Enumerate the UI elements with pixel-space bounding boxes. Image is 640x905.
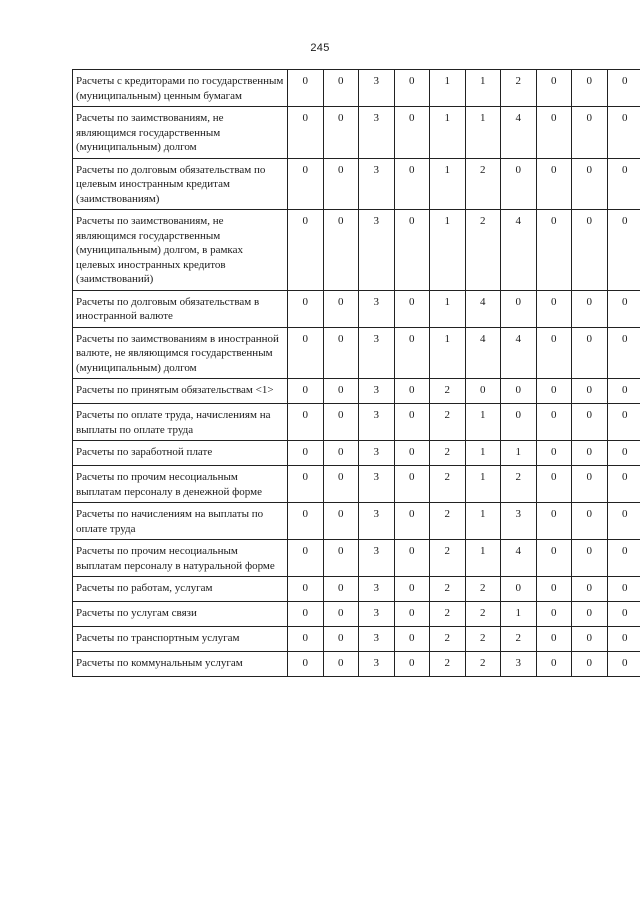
table-row <box>73 577 640 602</box>
code-digit-cell: 2 <box>430 577 466 602</box>
code-digit-cell: 2 <box>430 602 466 627</box>
code-digit-cell: 0 <box>288 327 324 379</box>
code-digit-cell: 0 <box>288 379 324 404</box>
code-digit-cell: 2 <box>430 503 466 540</box>
code-digit-cell: 0 <box>501 379 537 404</box>
code-digit-cell: 1 <box>501 441 537 466</box>
code-digit-cell: 0 <box>607 602 640 627</box>
code-digit-cell: 0 <box>394 70 430 107</box>
account-name-cell: Расчеты по начислениям на выплаты по оплате труда <box>73 503 288 540</box>
code-digit-cell: 0 <box>572 540 608 577</box>
code-digit-cell: 1 <box>430 70 466 107</box>
accounts-table-body <box>73 70 640 677</box>
code-digit-cell: 2 <box>430 540 466 577</box>
code-digit-cell: 0 <box>323 327 359 379</box>
code-digit-cell: 0 <box>607 503 640 540</box>
code-digit-cell: 3 <box>501 503 537 540</box>
code-digit-cell: 0 <box>323 290 359 327</box>
code-digit-cell: 2 <box>465 210 501 291</box>
code-digit-cell: 0 <box>607 577 640 602</box>
code-digit-cell: 0 <box>536 627 572 652</box>
table-row <box>73 107 640 159</box>
code-digit-cell: 4 <box>501 540 537 577</box>
accounts-table <box>72 69 640 677</box>
code-digit-cell: 0 <box>323 70 359 107</box>
code-digit-cell: 0 <box>501 404 537 441</box>
code-digit-cell: 0 <box>394 290 430 327</box>
code-digit-cell: 0 <box>394 327 430 379</box>
account-name-cell: Расчеты по заработной плате <box>73 441 288 466</box>
code-digit-cell: 0 <box>288 503 324 540</box>
code-digit-cell: 3 <box>359 107 395 159</box>
code-digit-cell: 0 <box>572 107 608 159</box>
code-digit-cell: 1 <box>465 107 501 159</box>
code-digit-cell: 0 <box>536 540 572 577</box>
code-digit-cell: 0 <box>288 627 324 652</box>
code-digit-cell: 2 <box>501 466 537 503</box>
code-digit-cell: 0 <box>572 627 608 652</box>
table-row <box>73 210 640 291</box>
code-digit-cell: 0 <box>323 107 359 159</box>
code-digit-cell: 0 <box>394 466 430 503</box>
code-digit-cell: 2 <box>430 441 466 466</box>
code-digit-cell: 0 <box>607 404 640 441</box>
code-digit-cell: 0 <box>607 466 640 503</box>
account-name-cell: Расчеты по заимствованиям в иностранной валюте, не являющимся государственным (муниципальным) долгом <box>73 327 288 379</box>
table-row <box>73 290 640 327</box>
code-digit-cell: 1 <box>430 107 466 159</box>
code-digit-cell: 4 <box>465 327 501 379</box>
table-row <box>73 602 640 627</box>
code-digit-cell: 4 <box>501 107 537 159</box>
code-digit-cell: 1 <box>465 466 501 503</box>
code-digit-cell: 0 <box>572 441 608 466</box>
code-digit-cell: 0 <box>607 627 640 652</box>
code-digit-cell: 3 <box>359 627 395 652</box>
code-digit-cell: 2 <box>501 627 537 652</box>
code-digit-cell: 1 <box>430 327 466 379</box>
account-name-cell: Расчеты по работам, услугам <box>73 577 288 602</box>
code-digit-cell: 0 <box>572 379 608 404</box>
code-digit-cell: 2 <box>465 158 501 210</box>
code-digit-cell: 0 <box>607 540 640 577</box>
code-digit-cell: 1 <box>465 441 501 466</box>
account-name-cell: Расчеты по транспортным услугам <box>73 627 288 652</box>
table-row <box>73 652 640 677</box>
code-digit-cell: 3 <box>359 503 395 540</box>
code-digit-cell: 2 <box>465 652 501 677</box>
code-digit-cell: 0 <box>572 210 608 291</box>
code-digit-cell: 3 <box>359 404 395 441</box>
account-name-cell: Расчеты с кредиторами по государственным (муниципальным) ценным бумагам <box>73 70 288 107</box>
table-row <box>73 503 640 540</box>
code-digit-cell: 0 <box>323 627 359 652</box>
account-name-cell: Расчеты по коммунальным услугам <box>73 652 288 677</box>
code-digit-cell: 0 <box>572 290 608 327</box>
code-digit-cell: 0 <box>572 577 608 602</box>
code-digit-cell: 0 <box>323 441 359 466</box>
code-digit-cell: 0 <box>288 210 324 291</box>
code-digit-cell: 0 <box>572 158 608 210</box>
code-digit-cell: 0 <box>572 327 608 379</box>
table-row <box>73 441 640 466</box>
code-digit-cell: 1 <box>430 290 466 327</box>
code-digit-cell: 0 <box>323 404 359 441</box>
code-digit-cell: 1 <box>465 404 501 441</box>
code-digit-cell: 4 <box>501 210 537 291</box>
code-digit-cell: 0 <box>288 602 324 627</box>
code-digit-cell: 2 <box>465 602 501 627</box>
code-digit-cell: 0 <box>288 107 324 159</box>
code-digit-cell: 0 <box>323 577 359 602</box>
code-digit-cell: 3 <box>501 652 537 677</box>
account-name-cell: Расчеты по оплате труда, начислениям на выплаты по оплате труда <box>73 404 288 441</box>
code-digit-cell: 2 <box>430 627 466 652</box>
account-name-cell: Расчеты по прочим несоциальным выплатам персоналу в натуральной форме <box>73 540 288 577</box>
code-digit-cell: 1 <box>465 70 501 107</box>
code-digit-cell: 0 <box>572 503 608 540</box>
code-digit-cell: 4 <box>465 290 501 327</box>
code-digit-cell: 2 <box>430 466 466 503</box>
code-digit-cell: 0 <box>323 210 359 291</box>
table-row <box>73 158 640 210</box>
code-digit-cell: 0 <box>394 379 430 404</box>
code-digit-cell: 0 <box>572 602 608 627</box>
code-digit-cell: 0 <box>288 540 324 577</box>
code-digit-cell: 0 <box>394 577 430 602</box>
code-digit-cell: 3 <box>359 466 395 503</box>
account-name-cell: Расчеты по заимствованиям, не являющимся государственным (муниципальным) долгом <box>73 107 288 159</box>
code-digit-cell: 3 <box>359 540 395 577</box>
code-digit-cell: 3 <box>359 70 395 107</box>
code-digit-cell: 0 <box>536 327 572 379</box>
table-row <box>73 70 640 107</box>
code-digit-cell: 0 <box>607 441 640 466</box>
code-digit-cell: 0 <box>288 158 324 210</box>
code-digit-cell: 2 <box>501 70 537 107</box>
page-number: 245 <box>310 42 330 54</box>
code-digit-cell: 0 <box>394 158 430 210</box>
code-digit-cell: 0 <box>607 379 640 404</box>
code-digit-cell: 2 <box>430 652 466 677</box>
code-digit-cell: 0 <box>536 158 572 210</box>
code-digit-cell: 2 <box>430 404 466 441</box>
code-digit-cell: 0 <box>394 441 430 466</box>
code-digit-cell: 0 <box>536 577 572 602</box>
code-digit-cell: 0 <box>288 577 324 602</box>
code-digit-cell: 0 <box>394 107 430 159</box>
account-name-cell: Расчеты по долговым обязательствам по целевым иностранным кредитам (заимствованиям) <box>73 158 288 210</box>
code-digit-cell: 3 <box>359 652 395 677</box>
code-digit-cell: 0 <box>536 107 572 159</box>
account-name-cell: Расчеты по долговым обязательствам в иностранной валюте <box>73 290 288 327</box>
code-digit-cell: 0 <box>607 327 640 379</box>
code-digit-cell: 0 <box>323 652 359 677</box>
code-digit-cell: 3 <box>359 327 395 379</box>
code-digit-cell: 0 <box>536 70 572 107</box>
code-digit-cell: 0 <box>536 404 572 441</box>
code-digit-cell: 0 <box>323 503 359 540</box>
table-row <box>73 540 640 577</box>
code-digit-cell: 3 <box>359 577 395 602</box>
code-digit-cell: 0 <box>536 441 572 466</box>
code-digit-cell: 0 <box>465 379 501 404</box>
table-row <box>73 327 640 379</box>
code-digit-cell: 0 <box>288 466 324 503</box>
code-digit-cell: 0 <box>288 652 324 677</box>
code-digit-cell: 1 <box>465 503 501 540</box>
code-digit-cell: 0 <box>607 107 640 159</box>
code-digit-cell: 0 <box>536 290 572 327</box>
code-digit-cell: 0 <box>501 158 537 210</box>
code-digit-cell: 0 <box>394 540 430 577</box>
code-digit-cell: 0 <box>536 503 572 540</box>
code-digit-cell: 0 <box>394 652 430 677</box>
code-digit-cell: 2 <box>430 379 466 404</box>
code-digit-cell: 2 <box>465 627 501 652</box>
code-digit-cell: 0 <box>323 379 359 404</box>
code-digit-cell: 3 <box>359 290 395 327</box>
code-digit-cell: 0 <box>501 577 537 602</box>
code-digit-cell: 1 <box>465 540 501 577</box>
account-name-cell: Расчеты по заимствованиям, не являющимся государственным (муниципальным) долгом, в рамках целевых иностранных кредитов (заимствований) <box>73 210 288 291</box>
account-name-cell: Расчеты по услугам связи <box>73 602 288 627</box>
code-digit-cell: 0 <box>323 602 359 627</box>
code-digit-cell: 0 <box>394 503 430 540</box>
code-digit-cell: 0 <box>607 158 640 210</box>
code-digit-cell: 0 <box>536 210 572 291</box>
code-digit-cell: 0 <box>536 602 572 627</box>
account-name-cell: Расчеты по принятым обязательствам <1> <box>73 379 288 404</box>
code-digit-cell: 4 <box>501 327 537 379</box>
code-digit-cell: 3 <box>359 441 395 466</box>
code-digit-cell: 1 <box>501 602 537 627</box>
code-digit-cell: 0 <box>572 404 608 441</box>
account-name-cell: Расчеты по прочим несоциальным выплатам персоналу в денежной форме <box>73 466 288 503</box>
code-digit-cell: 0 <box>288 441 324 466</box>
code-digit-cell: 0 <box>501 290 537 327</box>
code-digit-cell: 0 <box>323 466 359 503</box>
code-digit-cell: 0 <box>536 379 572 404</box>
code-digit-cell: 1 <box>430 158 466 210</box>
code-digit-cell: 0 <box>288 290 324 327</box>
code-digit-cell: 1 <box>430 210 466 291</box>
code-digit-cell: 0 <box>323 158 359 210</box>
code-digit-cell: 0 <box>394 210 430 291</box>
code-digit-cell: 0 <box>288 70 324 107</box>
table-row <box>73 466 640 503</box>
code-digit-cell: 0 <box>607 652 640 677</box>
code-digit-cell: 0 <box>394 404 430 441</box>
code-digit-cell: 0 <box>323 540 359 577</box>
code-digit-cell: 0 <box>572 652 608 677</box>
table-row <box>73 379 640 404</box>
code-digit-cell: 0 <box>572 70 608 107</box>
code-digit-cell: 3 <box>359 379 395 404</box>
code-digit-cell: 0 <box>394 602 430 627</box>
code-digit-cell: 3 <box>359 602 395 627</box>
code-digit-cell: 0 <box>572 466 608 503</box>
table-row <box>73 404 640 441</box>
code-digit-cell: 0 <box>607 290 640 327</box>
code-digit-cell: 0 <box>288 404 324 441</box>
code-digit-cell: 3 <box>359 158 395 210</box>
code-digit-cell: 0 <box>607 70 640 107</box>
code-digit-cell: 3 <box>359 210 395 291</box>
code-digit-cell: 0 <box>536 466 572 503</box>
code-digit-cell: 0 <box>394 627 430 652</box>
code-digit-cell: 0 <box>536 652 572 677</box>
code-digit-cell: 0 <box>607 210 640 291</box>
table-row <box>73 627 640 652</box>
code-digit-cell: 2 <box>465 577 501 602</box>
